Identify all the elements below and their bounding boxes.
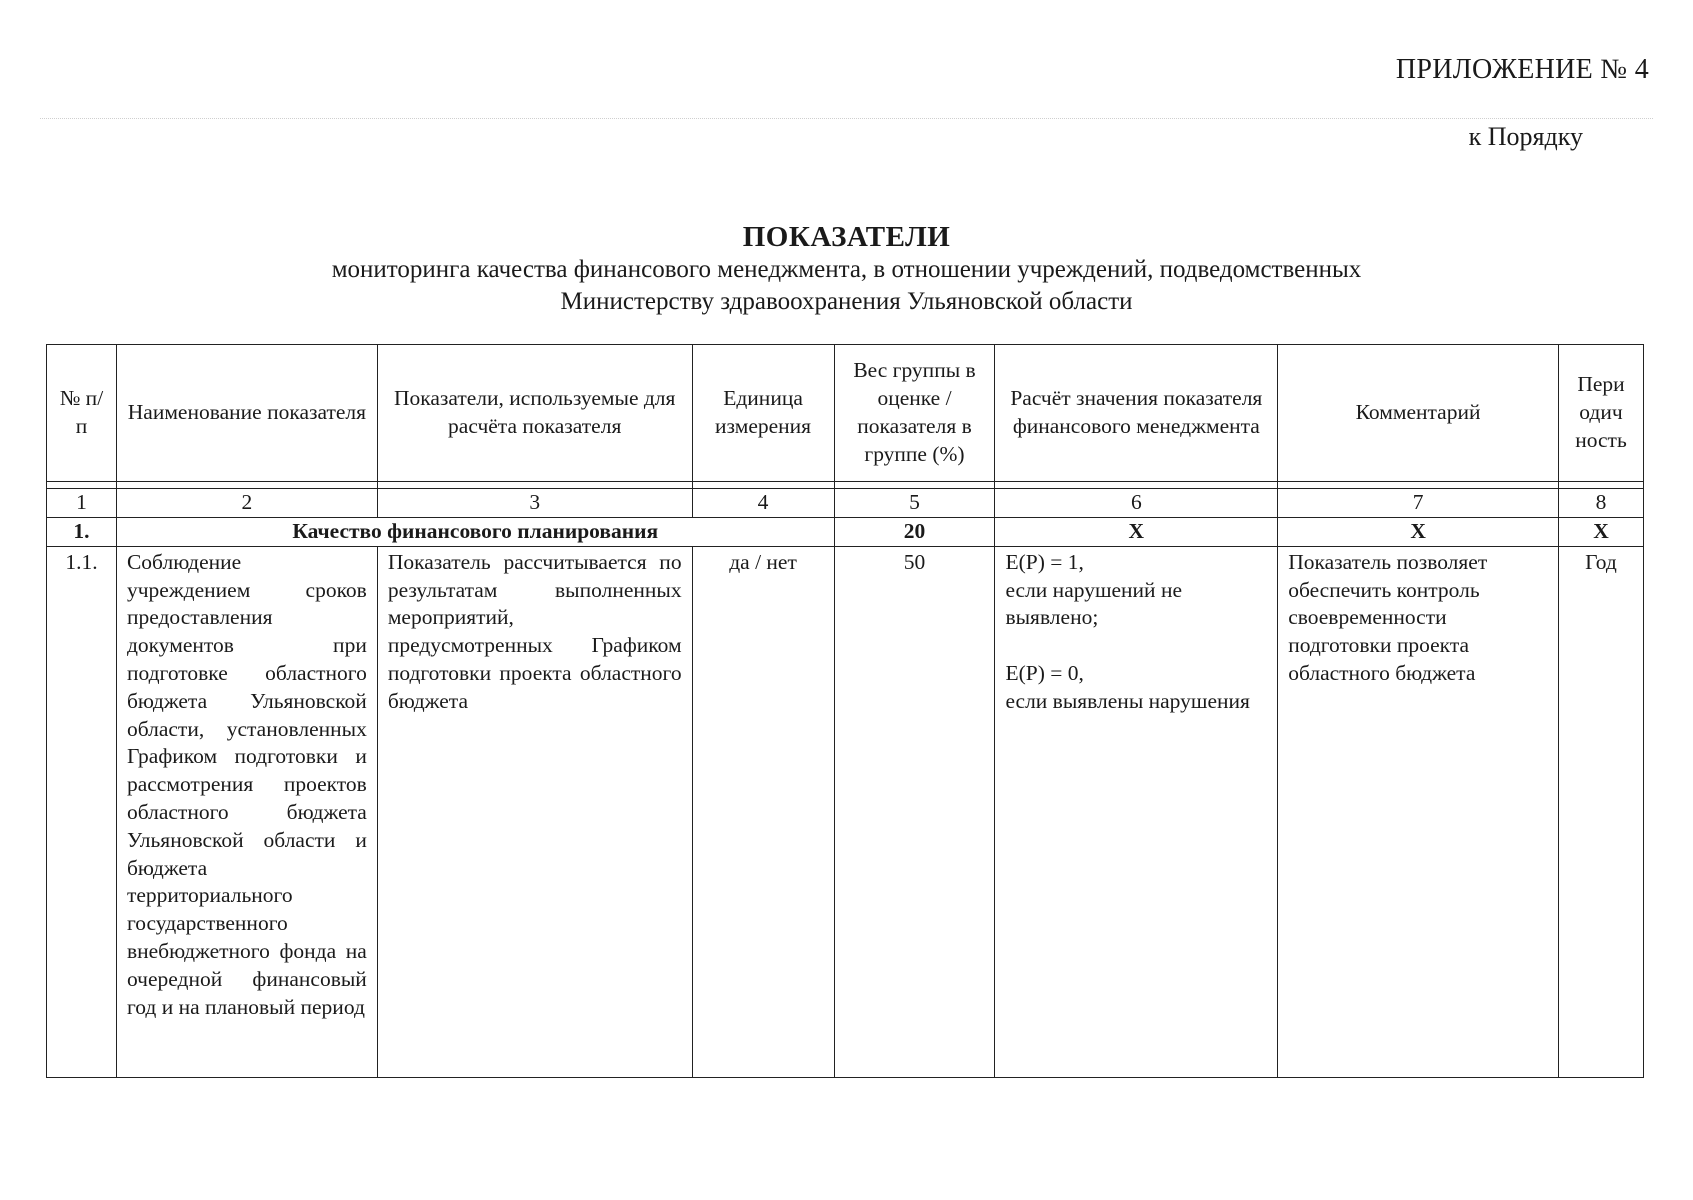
calc-formula-1: E(P) = 1, — [1005, 549, 1084, 574]
group-period: X — [1558, 517, 1643, 546]
document-subtitle-line1: мониторинга качества финансового менеджмента, в отношении учреждений, подведомственных — [331, 256, 1362, 283]
calc-spacer — [1005, 632, 1267, 660]
column-number: 3 — [377, 489, 692, 518]
row-comment: Показатель позволяет обеспечить контроль своевременности подготовки проекта областного бюджета — [1278, 546, 1559, 1077]
header-divider — [40, 118, 1653, 119]
indicators-table — [46, 344, 1644, 1078]
table-header-row — [47, 345, 1644, 482]
header-name: Наименование показателя — [116, 345, 377, 482]
row-period: Год — [1558, 546, 1643, 1077]
column-number: 1 — [47, 489, 117, 518]
header-indicators: Показатели, используемые для расчёта показателя — [377, 345, 692, 482]
row-unit: да / нет — [692, 546, 834, 1077]
header-unit: Единица измерения — [692, 345, 834, 482]
calc-condition-1: если нарушений не выявлено; — [1005, 577, 1182, 630]
column-number-row — [47, 489, 1644, 518]
header-period: Пери одич ность — [1558, 345, 1643, 482]
row-num: 1.1. — [47, 546, 117, 1077]
calc-condition-2: если выявлены нарушения — [1005, 688, 1250, 713]
row-indicators: Показатель рассчитывается по результатам выполненных мероприятий, предусмотренных Графиком подготовки проекта областного бюджета — [377, 546, 692, 1077]
column-number: 5 — [834, 489, 995, 518]
group-calc: X — [995, 517, 1278, 546]
group-comment: X — [1278, 517, 1559, 546]
row-name: Соблюдение учреждением сроков предоставления документов при подготовке областного бюджета Ульяновской области, установленных Графиком подготовки и рассмотрения проектов областного бюджета Ульяновской области и бюджета территориального государственного внебюджетного фонда на очередной финансовый год и на плановый период — [116, 546, 377, 1077]
column-number: 4 — [692, 489, 834, 518]
column-number: 6 — [995, 489, 1278, 518]
group-num: 1. — [47, 517, 117, 546]
column-number: 2 — [116, 489, 377, 518]
header-calc: Расчёт значения показателя финансового менеджмента — [995, 345, 1278, 482]
group-row — [47, 517, 1644, 546]
row-weight: 50 — [834, 546, 995, 1077]
column-number: 8 — [1558, 489, 1643, 518]
header-comment: Комментарий — [1278, 345, 1559, 482]
column-number: 7 — [1278, 489, 1559, 518]
table-gap-row — [47, 482, 1644, 489]
group-name: Качество финансового планирования — [116, 517, 834, 546]
document-heading — [0, 220, 1693, 318]
header-weight: Вес группы в оценке / показателя в группе (%) — [834, 345, 995, 482]
appendix-title: ПРИЛОЖЕНИЕ № 4 — [1395, 54, 1649, 85]
calc-formula-2: E(P) = 0, — [1005, 660, 1084, 685]
header-num: № п/п — [47, 345, 117, 482]
appendix-reference: к Порядку — [1468, 122, 1583, 151]
table-row — [47, 546, 1644, 1077]
document-title: ПОКАЗАТЕЛИ — [742, 221, 951, 253]
row-calc — [995, 546, 1278, 1077]
group-weight: 20 — [834, 517, 995, 546]
document-subtitle-line2: Министерству здравоохранения Ульяновской области — [560, 288, 1133, 315]
